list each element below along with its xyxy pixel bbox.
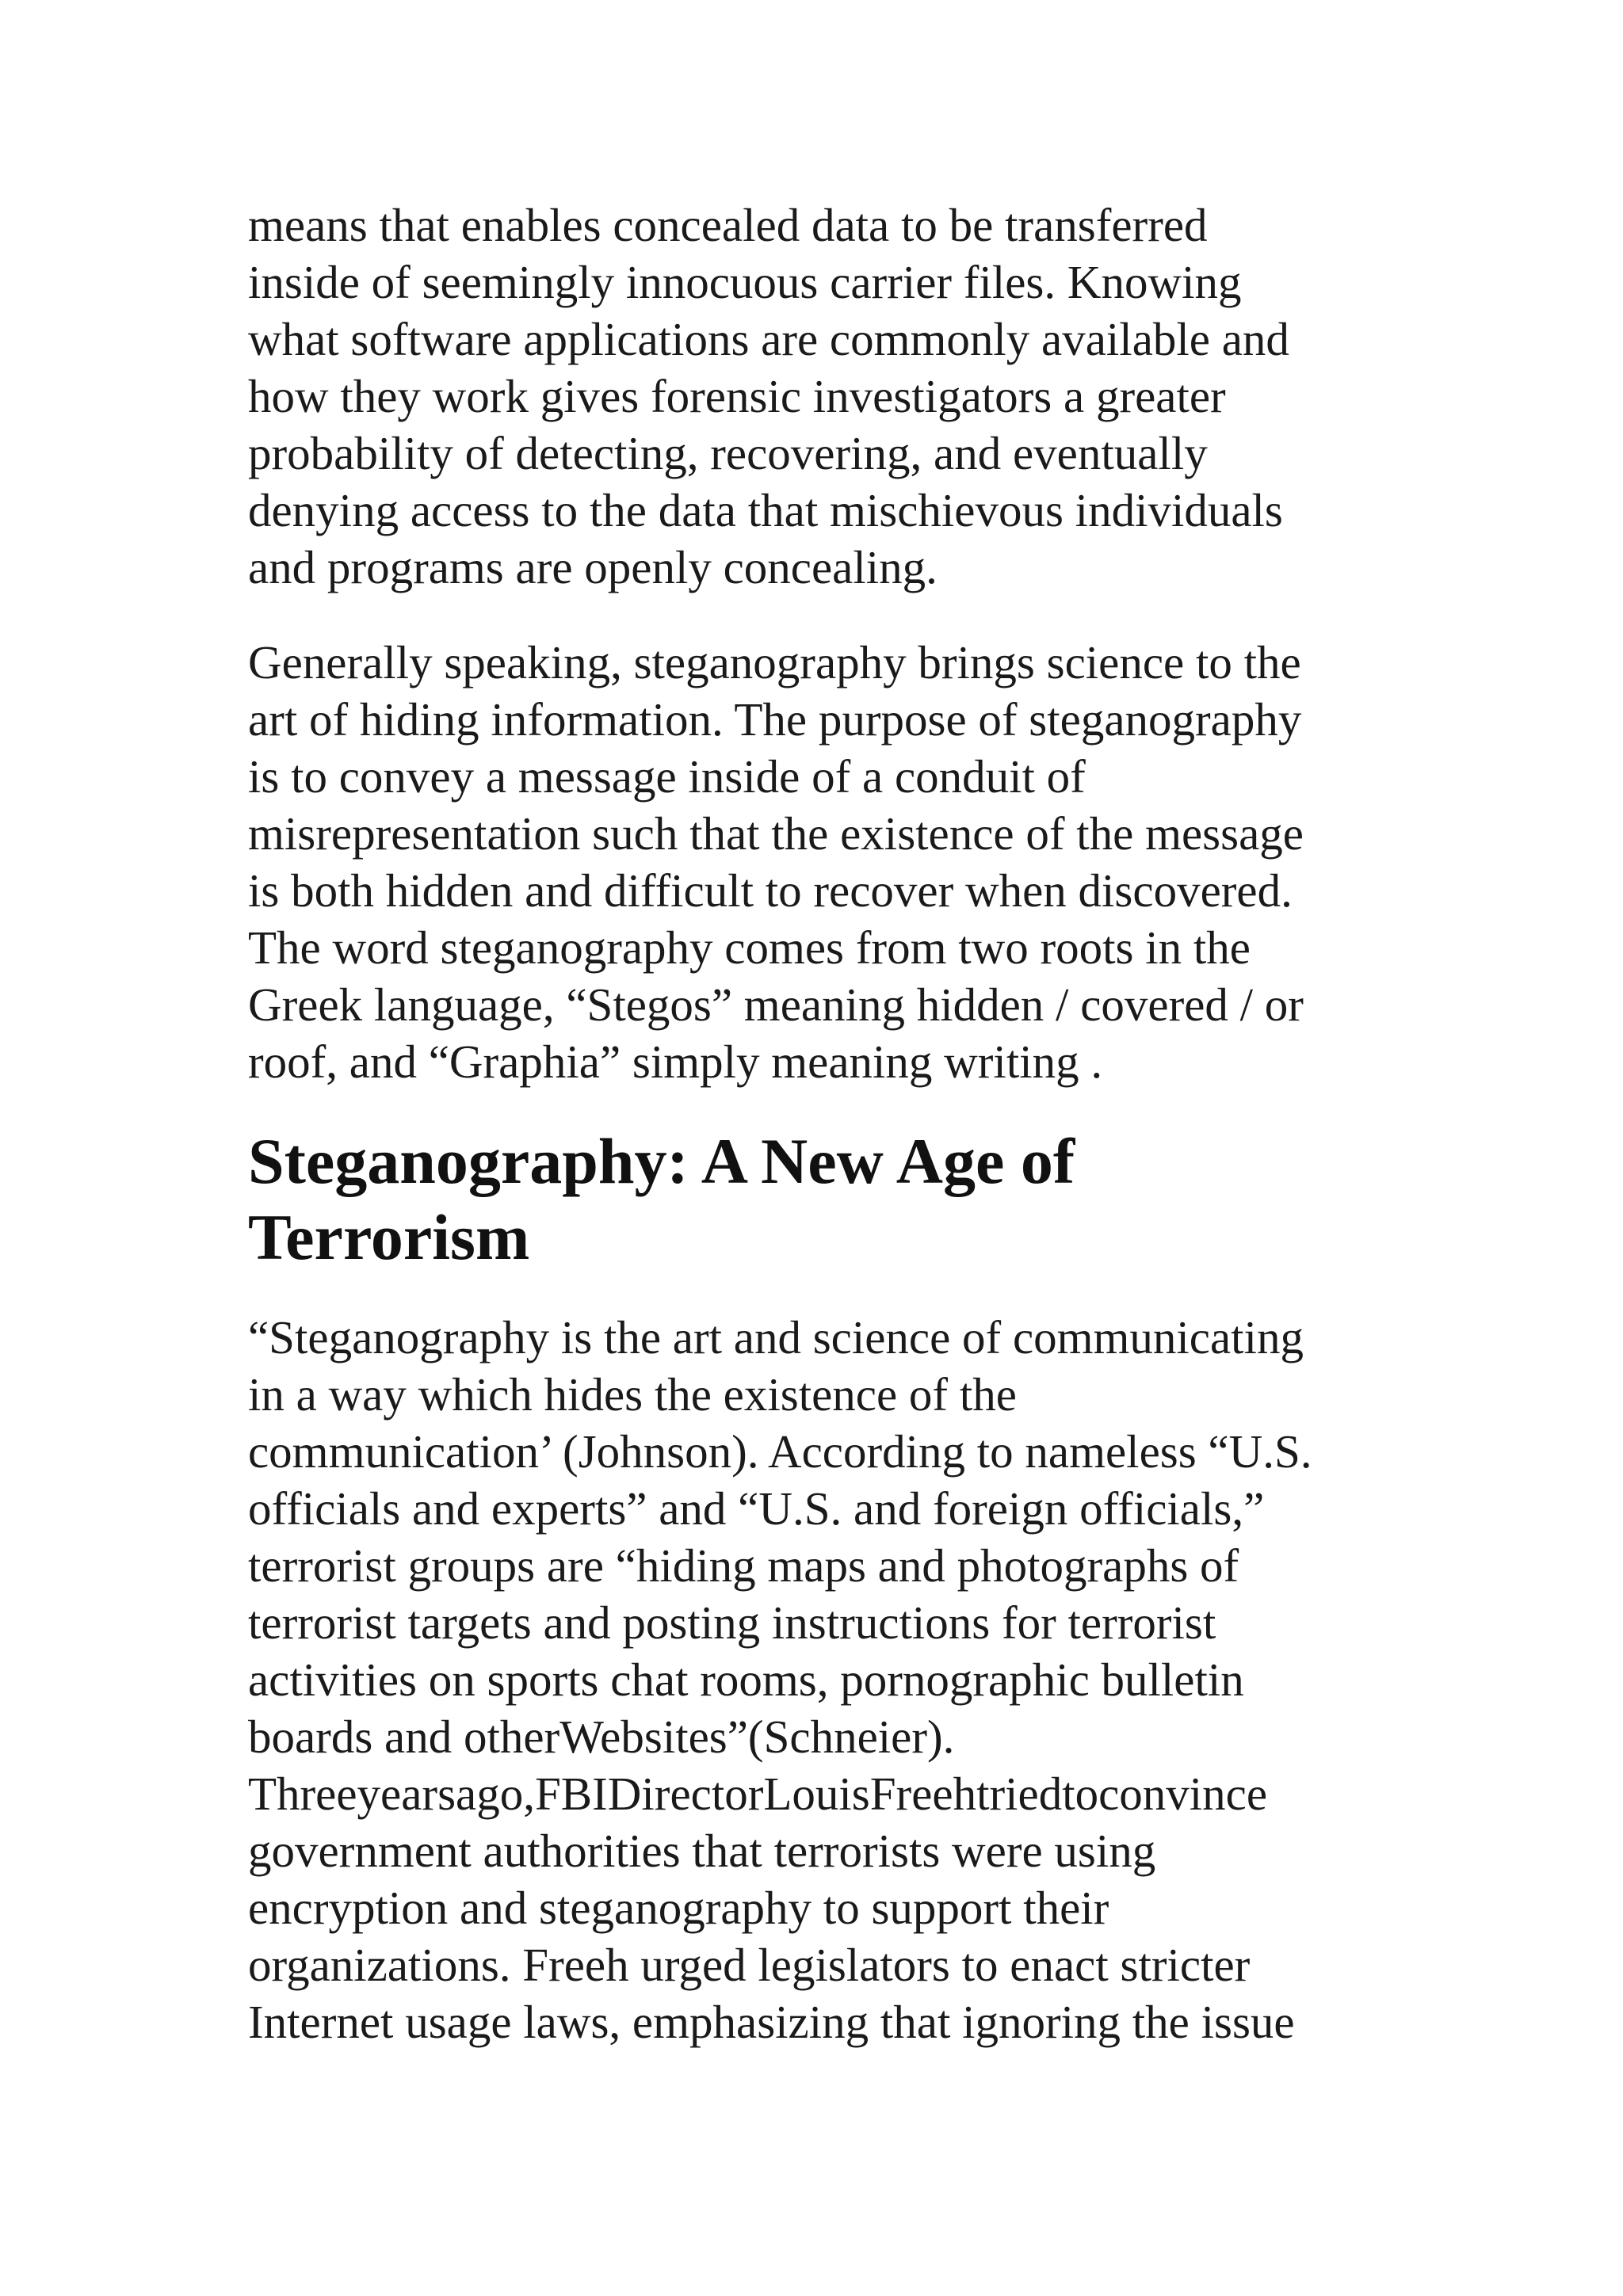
- paragraph-line: and programs are openly concealing.: [248, 541, 938, 593]
- paragraph-line: is both hidden and difficult to recover when discovered.: [248, 864, 1293, 917]
- paragraph-line: organizations. Freeh urged legislators to enact stricter: [248, 1939, 1251, 1991]
- paragraph-line: what software applications are commonly available and: [248, 313, 1289, 365]
- paragraph-line: officials and experts” and “U.S. and foreign officials,”: [248, 1482, 1265, 1535]
- paragraph-3: [248, 1309, 1405, 2050]
- paragraph-line: roof, and “Graphia” simply meaning writing .: [248, 1035, 1103, 1088]
- paragraph-line: communication’ (Johnson). According to nameless “U.S.: [248, 1425, 1312, 1478]
- paragraph-line: art of hiding information. The purpose of steganography: [248, 693, 1302, 746]
- paragraph-line: terrorist targets and posting instructions for terrorist: [248, 1596, 1216, 1649]
- paragraph-line: activities on sports chat rooms, pornographic bulletin: [248, 1653, 1244, 1706]
- paragraph-line: Internet usage laws, emphasizing that ignoring the issue: [248, 1996, 1295, 2048]
- paragraph-2: [248, 634, 1405, 1090]
- paragraph-line: how they work gives forensic investigators a greater: [248, 370, 1226, 422]
- section-heading: [248, 1123, 1405, 1276]
- paragraph-line: boards and otherWebsites”(Schneier).: [248, 1711, 955, 1763]
- paragraph-line: Threeyearsago,FBIDirectorLouisFreehtriedtoconvince: [248, 1768, 1268, 1820]
- paragraph-line: “Steganography is the art and science of communicating: [248, 1311, 1304, 1363]
- paragraph-line: Greek language, “Stegos” meaning hidden / covered / or: [248, 978, 1304, 1031]
- paragraph-1: [248, 196, 1405, 596]
- paragraph-line: means that enables concealed data to be transferred: [248, 199, 1208, 251]
- paragraph-line: in a way which hides the existence of the: [248, 1368, 1017, 1421]
- paragraph-line: denying access to the data that mischievous individuals: [248, 484, 1283, 536]
- paragraph-line: government authorities that terrorists were using: [248, 1825, 1156, 1877]
- paragraph-line: terrorist groups are “hiding maps and photographs of: [248, 1539, 1239, 1592]
- paragraph-line: The word steganography comes from two roots in the: [248, 921, 1251, 974]
- heading-line: Steganography: A New Age of: [248, 1125, 1075, 1197]
- paragraph-line: misrepresentation such that the existence of the message: [248, 807, 1304, 860]
- paragraph-line: is to convey a message inside of a conduit of: [248, 750, 1086, 803]
- paragraph-line: Generally speaking, steganography brings science to the: [248, 636, 1301, 688]
- paragraph-line: probability of detecting, recovering, and eventually: [248, 427, 1208, 479]
- paragraph-line: encryption and steganography to support their: [248, 1882, 1109, 1934]
- document-body: [248, 196, 1405, 2050]
- heading-line: Terrorism: [248, 1201, 530, 1273]
- paragraph-line: inside of seemingly innocuous carrier files. Knowing: [248, 256, 1242, 308]
